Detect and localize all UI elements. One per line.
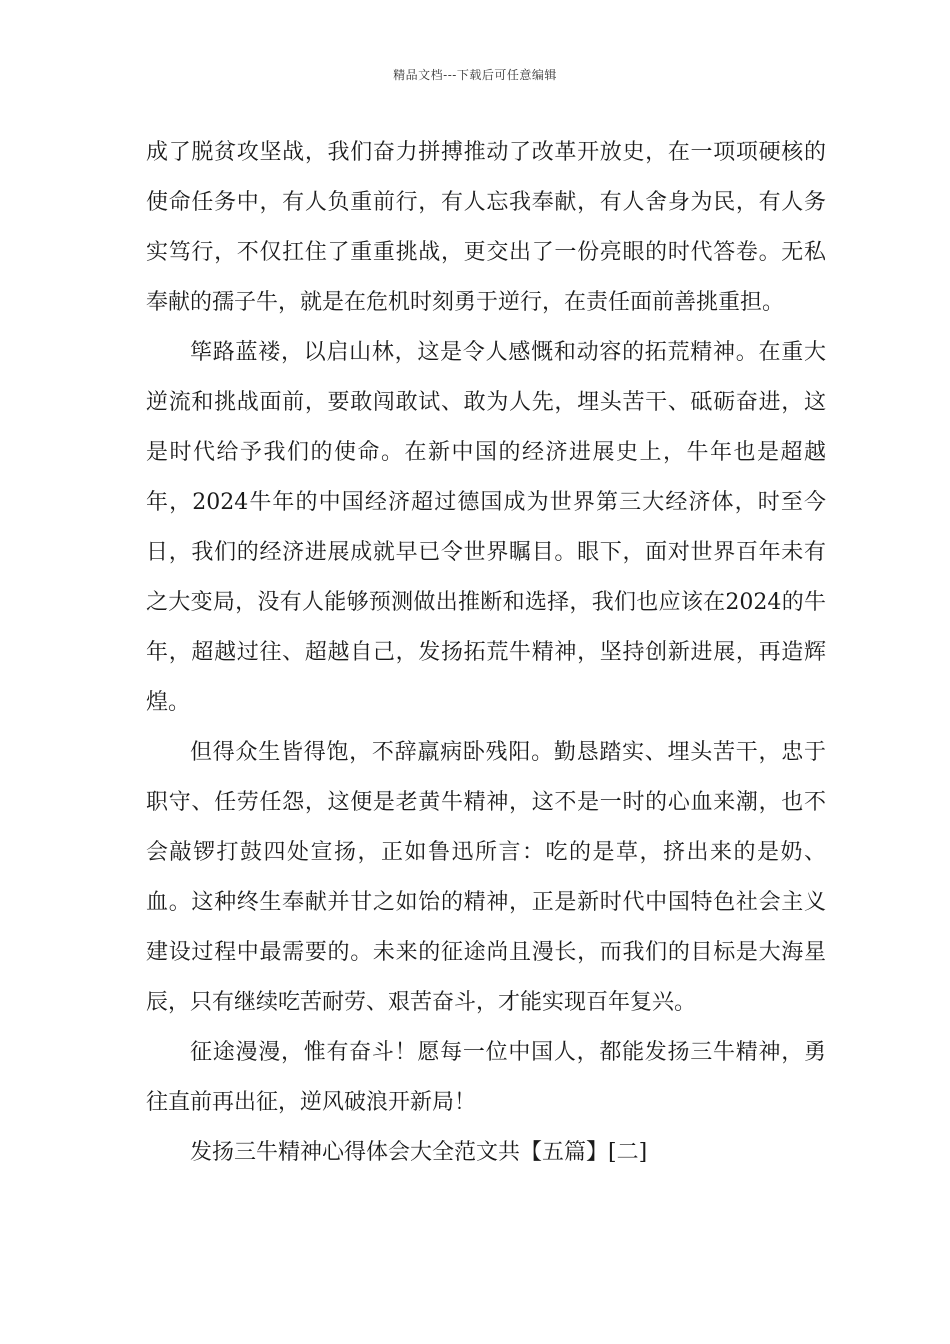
page-header-note: 精品文档---下载后可任意编辑: [393, 68, 557, 82]
paragraph-pioneer-spirit: 筚路蓝褛，以启山林，这是令人感慨和动容的拓荒精神。在重大逆流和挑战面前，要敢闯敢试、敢为人先，埋头苦干、砥砺奋进，这是时代给予我们的使命。在新中国的经济进展史上，牛年也是超越年，2024牛年的中国经济超过德国成为世界第三大经济体，时至今日，我们的经济进展成就早已令世界瞩目。眼下，面对世界百年未有之大变局，没有人能够预测做出推断和选择，我们也应该在2024的牛年，超越过往、超越自己，发扬拓荒牛精神，坚持创新进展，再造辉煌。: [146, 340, 826, 715]
document-body: [146, 128, 826, 1200]
section-heading: 发扬三牛精神心得体会大全范文共【五篇】[二]: [190, 1140, 648, 1165]
paragraph-continued: 成了脱贫攻坚战，我们奋力拼搏推动了改革开放史，在一项项硬核的使命任务中，有人负重前行，有人忘我奉献，有人舍身为民，有人务实笃行，不仅扛住了重重挑战，更交出了一份亮眼的时代答卷。无私奉献的孺子牛，就是在危机时刻勇于逆行，在责任面前善挑重担。: [146, 140, 826, 315]
paragraph-conclusion: 征途漫漫，惟有奋斗！愿每一位中国人，都能发扬三牛精神，勇往直前再出征，逆风破浪开新局！: [146, 1040, 826, 1115]
paragraph-ox-spirit: 但得众生皆得饱，不辞羸病卧残阳。勤恳踏实、埋头苦干，忠于职守、任劳任怨，这便是老黄牛精神，这不是一时的心血来潮，也不会敲锣打鼓四处宣扬，正如鲁迅所言：吃的是草，挤出来的是奶、血。这种终生奉献并甘之如饴的精神，正是新时代中国特色社会主义建设过程中最需要的。未来的征途尚且漫长，而我们的目标是大海星辰，只有继续吃苦耐劳、艰苦奋斗，才能实现百年复兴。: [146, 740, 826, 1015]
